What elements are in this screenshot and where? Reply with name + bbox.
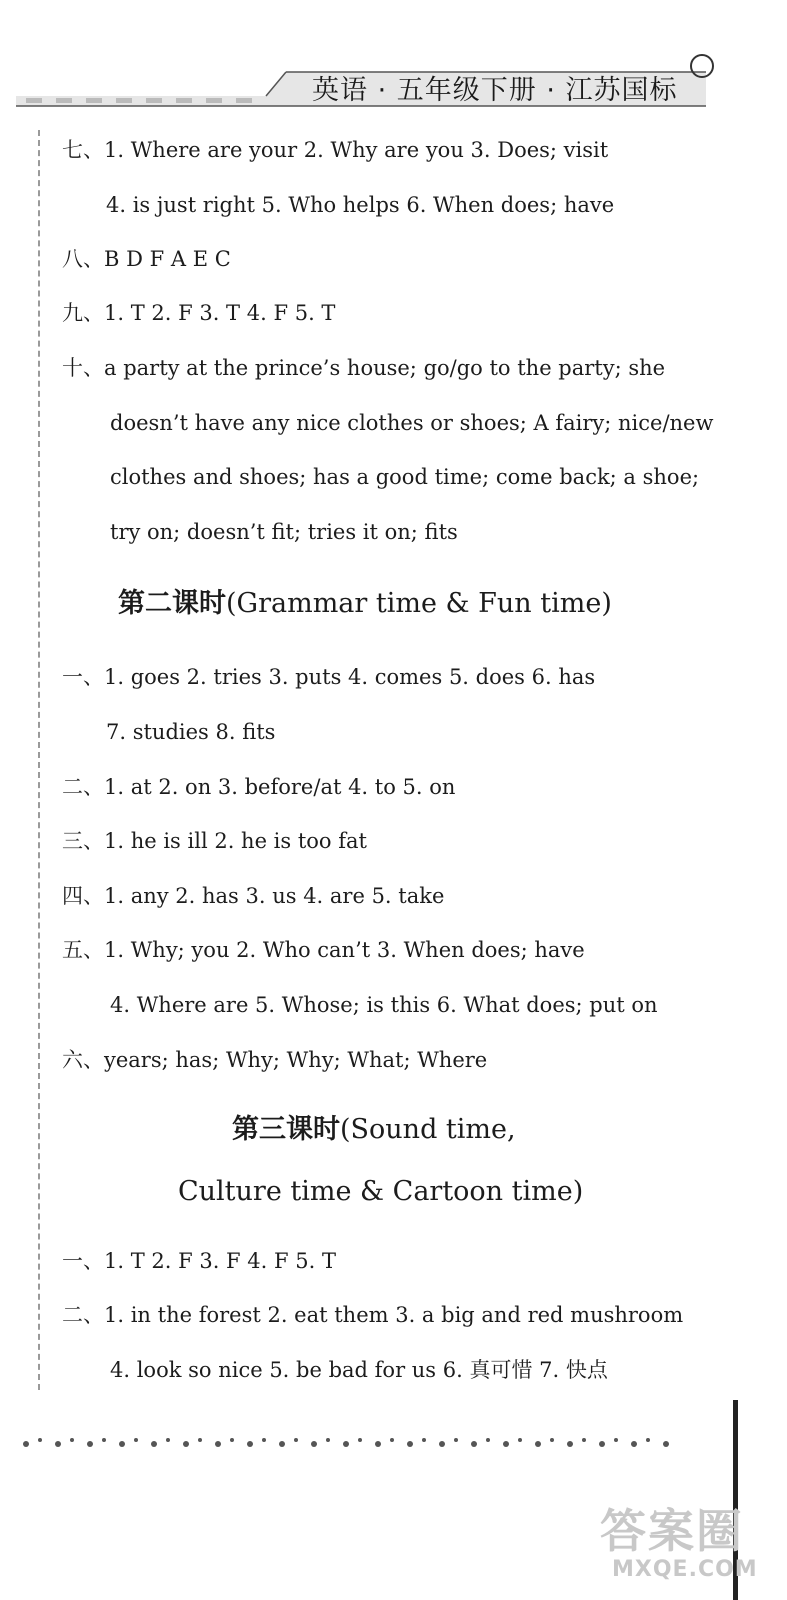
footer-dots-decoration bbox=[20, 1430, 700, 1460]
answer-line-3-1: 一、1. T 2. F 3. F 4. F 5. T bbox=[62, 1249, 336, 1273]
answer-line-7: 七、1. Where are your 2. Why are you 3. Does; visit bbox=[62, 138, 609, 162]
section-title-2-cn: 第二课时 bbox=[118, 588, 226, 619]
answer-line-3-2: 二、1. in the forest 2. eat them 3. a big and red mushroom bbox=[62, 1303, 684, 1327]
answer-line-10: 十、a party at the prince’s house; go/go to the party; she bbox=[62, 356, 666, 380]
answer-line-2: 二、1. at 2. on 3. before/at 4. to 5. on bbox=[62, 775, 456, 799]
section-title-2-en: (Grammar time & Fun time) bbox=[226, 588, 612, 619]
answer-line-5: 五、1. Why; you 2. Who can’t 3. When does; have bbox=[62, 938, 585, 962]
watermark bbox=[600, 1495, 780, 1595]
watermark-url: MXQE.COM bbox=[612, 1557, 758, 1582]
answer-line-9: 九、1. T 2. F 3. T 4. F 5. T bbox=[62, 301, 336, 325]
section-title-2 bbox=[118, 586, 612, 622]
margin-dashed-line bbox=[38, 130, 40, 1390]
answer-line-1: 一、1. goes 2. tries 3. puts 4. comes 5. does 6. has bbox=[62, 665, 596, 689]
answer-line-3: 三、1. he is ill 2. he is too fat bbox=[62, 829, 367, 853]
answer-line-3-2b: 4. look so nice 5. be bad for us 6. 真可惜 7. 快点 bbox=[110, 1358, 608, 1382]
answer-line-8: 八、B D F A E C bbox=[62, 247, 231, 271]
answer-line-1b: 7. studies 8. fits bbox=[106, 720, 276, 744]
answer-line-10d: try on; doesn’t fit; tries it on; fits bbox=[110, 520, 458, 544]
header-title: 英语 · 五年级下册 · 江苏国标 bbox=[312, 75, 678, 106]
watermark-text: 答案圈 bbox=[600, 1504, 744, 1558]
answer-line-7b: 4. is just right 5. Who helps 6. When does; have bbox=[106, 193, 615, 217]
answer-line-4: 四、1. any 2. has 3. us 4. are 5. take bbox=[62, 884, 445, 908]
answer-line-10b: doesn’t have any nice clothes or shoes; A fairy; nice/new bbox=[110, 411, 714, 435]
section-title-3-cn: 第三课时 bbox=[232, 1114, 340, 1145]
answer-line-6: 六、years; has; Why; Why; What; Where bbox=[62, 1048, 488, 1072]
answer-line-5b: 4. Where are 5. Whose; is this 6. What does; put on bbox=[110, 993, 658, 1017]
section-title-3 bbox=[232, 1112, 516, 1148]
header-circle-mark bbox=[690, 54, 714, 78]
section-title-3-en: (Sound time, bbox=[340, 1114, 516, 1145]
answer-line-10c: clothes and shoes; has a good time; come back; a shoe; bbox=[110, 465, 700, 489]
section-title-3-line2: Culture time & Cartoon time) bbox=[178, 1176, 584, 1207]
